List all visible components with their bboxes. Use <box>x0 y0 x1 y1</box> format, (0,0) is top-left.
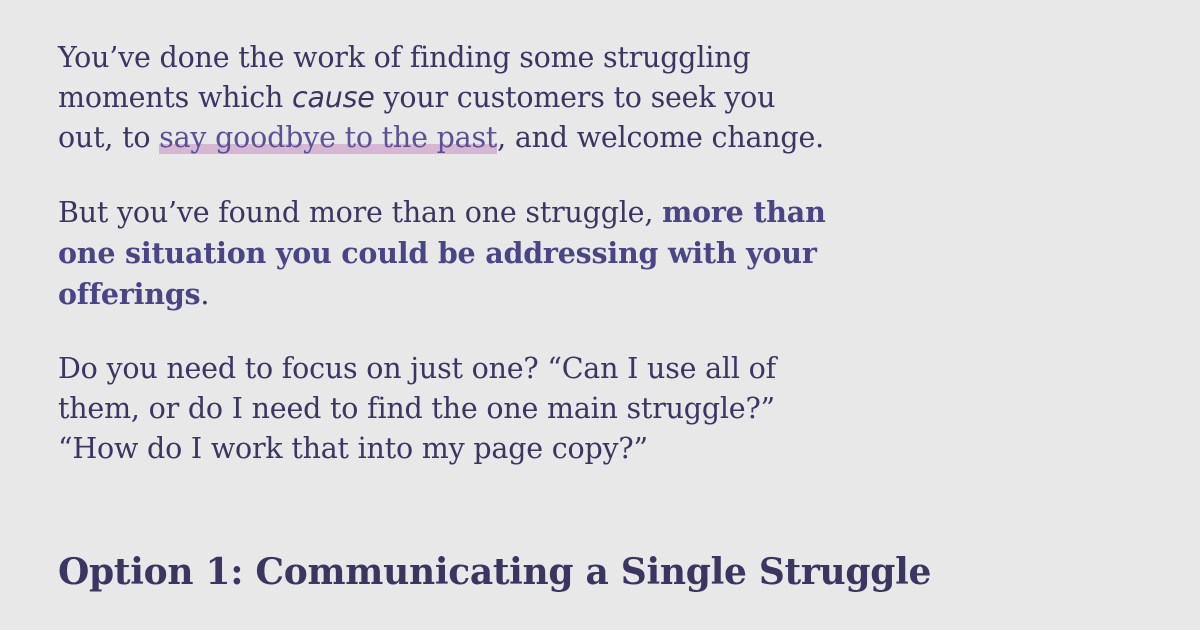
text-segment: You’ve done the work of finding some struggling <box>58 41 751 74</box>
paragraph-intro <box>58 38 938 158</box>
emphasis-cause: cause <box>292 81 375 114</box>
text-line <box>58 118 938 158</box>
strong-text: offerings <box>58 277 201 311</box>
text-line: Do you need to focus on just one? “Can I use all of <box>58 352 776 385</box>
strong-text: one situation you could be addressing with your <box>58 236 817 270</box>
text-segment: But you’ve found more than one struggle, <box>58 196 663 229</box>
text-segment: moments which <box>58 81 293 114</box>
text-segment: out, to <box>58 121 160 154</box>
text-segment: , and welcome change. <box>497 121 824 154</box>
text-line <box>58 233 938 274</box>
strong-text: more than <box>662 195 826 229</box>
text-segment: your customers to seek you <box>374 81 776 114</box>
text-line: “How do I work that into my page copy?” <box>58 432 648 465</box>
text-line <box>58 38 938 78</box>
paragraph-multiple-struggles <box>58 192 938 315</box>
text-line <box>58 78 938 118</box>
text-segment: . <box>200 278 210 311</box>
say-goodbye-link[interactable]: say goodbye to the past <box>159 121 498 154</box>
section-heading: Option 1: Communicating a Single Struggle <box>58 551 932 593</box>
text-line <box>58 274 938 315</box>
article-body <box>58 38 938 469</box>
paragraph-questions <box>58 349 938 469</box>
text-line <box>58 192 938 233</box>
text-line: them, or do I need to find the one main struggle?” <box>58 392 775 425</box>
